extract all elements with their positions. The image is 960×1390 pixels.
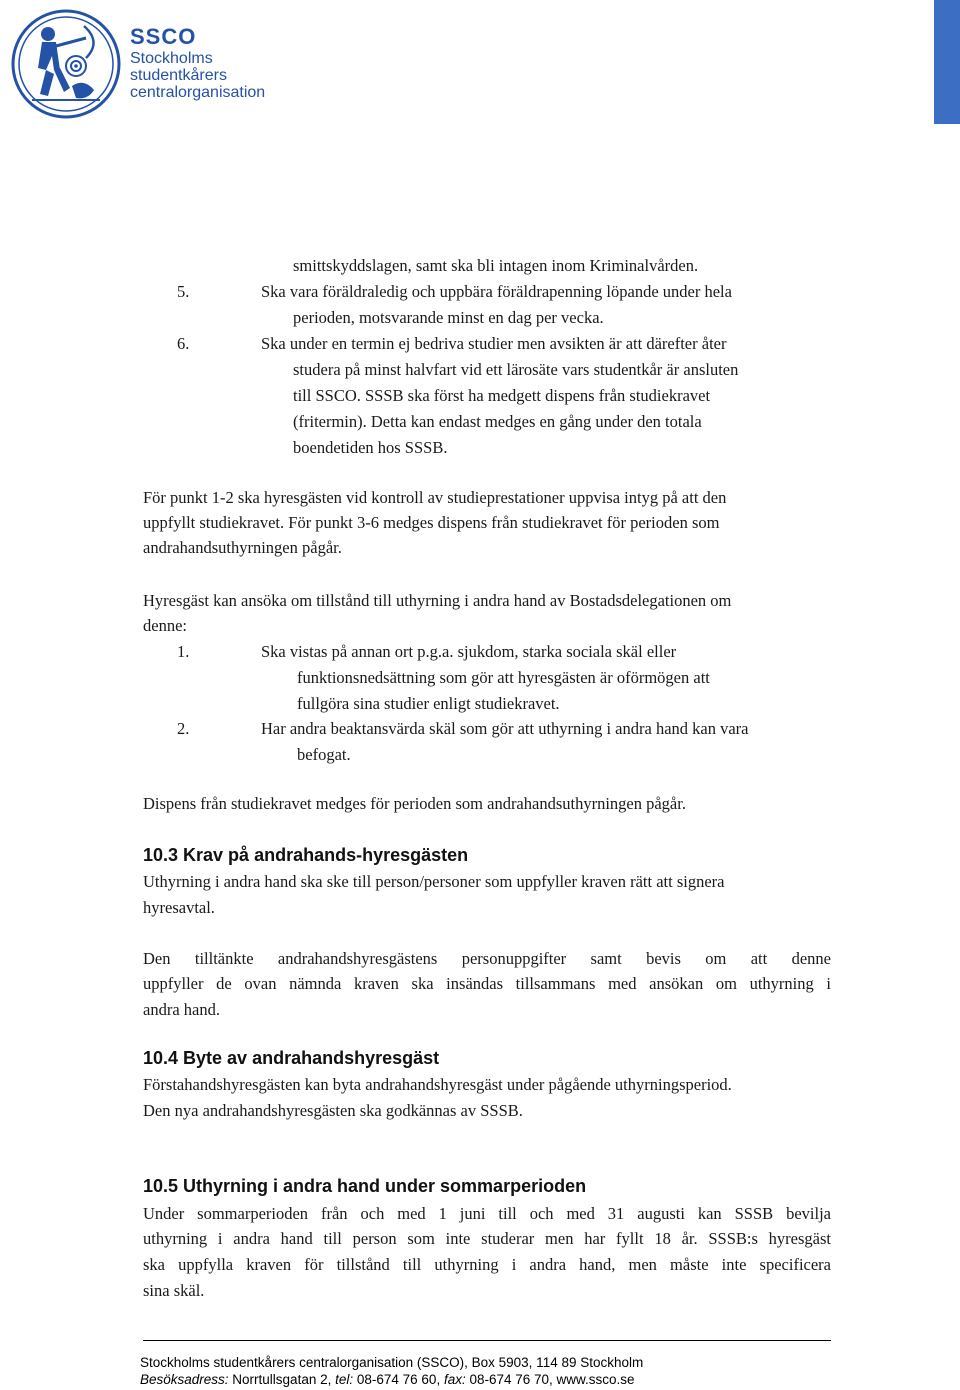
footer-visit-value: Norrtullsgatan 2, — [228, 1372, 336, 1387]
footer-fax-label: fax: — [443, 1372, 466, 1387]
section-10-3-p1-line-2: hyresavtal. — [143, 898, 215, 917]
section-10-4-line-2: Den nya andrahandshyresgästen ska godkännas av SSSB. — [143, 1101, 523, 1120]
list-item-5-line-1: Ska vara föräldraledig och uppbära föräldrapenning löpande under hela — [261, 282, 732, 301]
section-10-5-line-1: Under sommarperioden från och med 1 juni till och med 31 augusti kan SSSB bevilja — [143, 1204, 831, 1223]
section-10-5-line-3: ska uppfylla kraven för tillstånd till uthyrning i andra hand, men måste inte specificera — [143, 1255, 831, 1274]
section-10-3-p2-line-2: uppfyller de ovan nämnda kraven ska insändas tillsammans med ansökan om uthyrning i — [143, 974, 831, 993]
para1-line-3: andrahandsuthyrningen pågår. — [143, 538, 342, 557]
section-10-4-heading: 10.4 Byte av andrahandshyresgäst — [143, 1048, 440, 1068]
para2-item-1-line-1: Ska vistas på annan ort p.g.a. sjukdom, starka sociala skäl eller — [261, 642, 677, 661]
footer-divider — [143, 1340, 831, 1341]
header-accent-bar — [934, 0, 960, 124]
list-item-4-tail: smittskyddslagen, samt ska bli intagen inom Kriminalvården. — [293, 256, 699, 275]
para1-line-1: För punkt 1-2 ska hyresgästen vid kontroll av studieprestationer uppvisa intyg på att den — [143, 488, 727, 507]
footer-fax-value: 08-674 76 70, www.ssco.se — [465, 1372, 635, 1387]
para2-line-1: Hyresgäst kan ansöka om tillstånd till uthyrning i andra hand av Bostadsdelegationen om — [143, 591, 732, 610]
footer-address-line: Stockholms studentkårers centralorganisation (SSCO), Box 5903, 114 89 Stockholm — [140, 1355, 644, 1370]
footer-visit-label: Besöksadress: — [140, 1372, 229, 1387]
logo-line-3: centralorganisation — [130, 84, 266, 101]
logo-line-2: studentkårers — [130, 67, 227, 84]
para2-item-2-line-2: befogat. — [297, 745, 351, 764]
section-10-5-line-4: sina skäl. — [143, 1281, 205, 1300]
logo-line-1: Stockholms — [130, 50, 213, 67]
para2-item-1-line-2: funktionsnedsättning som gör att hyresgästen är oförmögen att — [297, 668, 710, 687]
para2-item-1-line-3: fullgöra sina studier enligt studiekravet. — [297, 694, 560, 713]
footer-contact-line — [140, 1372, 635, 1388]
list-item-5-number: 5. — [177, 282, 190, 301]
ssco-seal-logo — [10, 8, 122, 120]
list-item-6-line-5: boendetiden hos SSSB. — [293, 438, 448, 457]
para2-item-2-line-1: Har andra beaktansvärda skäl som gör att uthyrning i andra hand kan vara — [261, 719, 749, 738]
section-10-5-heading: 10.5 Uthyrning i andra hand under sommarperioden — [143, 1176, 587, 1196]
list-item-6-number: 6. — [177, 334, 190, 353]
footer-tel-label: tel: — [335, 1372, 354, 1387]
para2-item-2-number: 2. — [177, 719, 190, 738]
list-item-6-line-1: Ska under en termin ej bedriva studier men avsikten är att därefter åter — [261, 334, 727, 353]
list-item-6-line-3: till SSCO. SSSB ska först ha medgett dispens från studiekravet — [293, 386, 711, 405]
list-item-6-line-4: (fritermin). Detta kan endast medges en gång under den totala — [293, 412, 702, 431]
section-10-3-heading: 10.3 Krav på andrahands-hyresgästen — [143, 845, 469, 865]
list-item-6-line-2: studera på minst halvfart vid ett lärosäte vars studentkår är ansluten — [293, 360, 739, 379]
para1-line-2: uppfyllt studiekravet. För punkt 3-6 medges dispens från studiekravet för perioden som — [143, 513, 720, 532]
para2-line-2: denne: — [143, 616, 187, 635]
section-10-3-p2-line-1: Den tilltänkte andrahandshyresgästens personuppgifter samt bevis om att denne — [143, 949, 831, 968]
list-item-5-line-2: perioden, motsvarande minst en dag per vecka. — [293, 308, 604, 327]
footer-tel-value: 08-674 76 60, — [353, 1372, 444, 1387]
section-10-3-p2-line-3: andra hand. — [143, 1000, 220, 1019]
ssco-wordmark — [130, 24, 265, 101]
section-10-4-line-1: Förstahandshyresgästen kan byta andrahandshyresgäst under pågående uthyrningsperiod. — [143, 1075, 732, 1094]
para2-item-1-number: 1. — [177, 642, 190, 661]
section-10-5-line-2: uthyrning i andra hand till person som inte studerar men har fyllt 18 år. SSSB:s hyresgäst — [143, 1229, 831, 1248]
logo-abbreviation: SSCO — [130, 24, 197, 49]
section-10-3-p1-line-1: Uthyrning i andra hand ska ske till person/personer som uppfyller kraven rätt att signera — [143, 872, 725, 891]
para3: Dispens från studiekravet medges för perioden som andrahandsuthyrningen pågår. — [143, 794, 686, 813]
